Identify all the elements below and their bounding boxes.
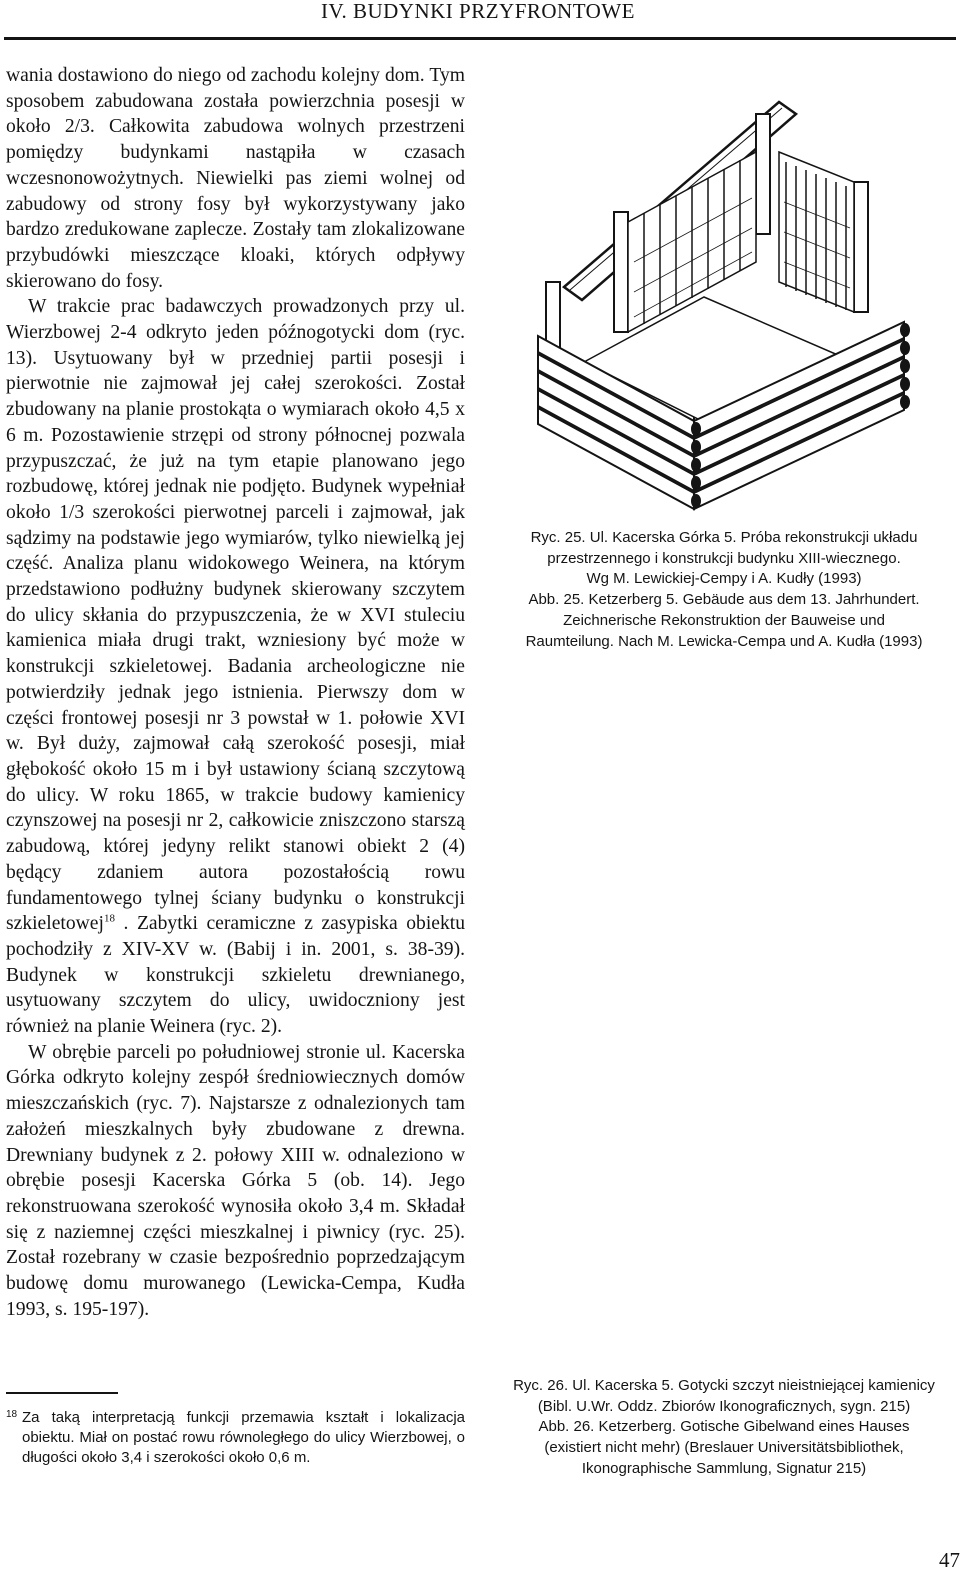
- caption-line: Raumteilung. Nach M. Lewicka-Cempa und A. Kudła (1993): [525, 632, 923, 650]
- page-number: 47: [939, 1548, 960, 1572]
- figure-25-caption: [488, 528, 960, 652]
- footnote-text: Za taką interpretacją funkcji przemawia kształt i lokalizacja obiektu. Miał on postać rowu równoległego do ulicy Wierzbowej, o długości około 3,4 i szerokości około 0,6 m.: [22, 1409, 465, 1466]
- header-rule: [4, 37, 956, 40]
- paragraph-1: wania dostawiono do niego od zachodu kolejny dom. Tym sposobem zabudowana została powierzchnia posesji w około 2/3. Całkowita zabudowa wolnych przestrzeni pomiędzy budynkami nastąpiła w czasach wczesnonowożytnych. Niewielki pas ziemi wolnej od zabudowy od strony fosy był wykorzystywany jako bardzo zredukowane zaplecze. Zostały tam zlokalizowane przybudówki mieszczące kloaki, których odpływy skierowano do fosy.: [6, 65, 465, 292]
- paragraph-2-part-a: W trakcie prac badawczych prowadzonych przy ul. Wierzbowej 2-4 odkryto jeden późnogotycki dom (ryc. 13). Usytuowany był w przedniej partii posesji i pierwotnie nie zajmował jej całej szerokości. Został zbudowany na planie prostokąta o wymiarach około 4,5 x 6 m. Pozostawienie strzępi od strony północnej pozwala przypuszczać, że już na tym etapie planowano jego rozbudowę, której jednak nie podjęto. Budynek wypełniał około 1/3 szerokości pierwotnej parceli i zajmował, jak sądzimy na podstawie jego wymiarów, tylko niewielką jej część. Analiza planu widokowego Weinera, na którym przedstawiono podłużny budynek skierowany szczytem do ulicy skłania do przypuszczenia, że w XVI stuleciu kamienica miała drugi trakt, wzniesiony być może w konstrukcji szkieletowej. Badania archeologiczne nie potwierdziły jednak jego istnienia. Pierwszy dom w części frontowej posesji nr 3 powstał w 1. połowie XVI w. Był duży, zajmował całą szerokość posesji, miał głębokość około 15 m i był ustawiony ścianą szczytową do ulicy. W roku 1865, w trakcie budowy kamienicy czynszowej na posesji nr 2, całkowicie zniszczono starszą zabudową, której jedyny relikt stanowi obiekt 2 (4) będący zdaniem autora pozostałością rowu fundamentowego tylnej ściany budynku o konstrukcji szkieletowej: [6, 296, 465, 935]
- footnote: [6, 1408, 465, 1468]
- caption-line: Abb. 26. Ketzerberg. Gotische Gibelwand eines Hauses: [538, 1418, 910, 1436]
- paragraph-3: W obrębie parceli po południowej stronie ul. Kacerska Górka odkryto kolejny zespół średniowiecznych domów mieszczańskich (ryc. 7). Najstarsze z odnalezionych tam założeń mieszkalnych były zbudowane z drewna. Drewniany budynek z 2. połowy XIII w. odnaleziono w obrębie posesji Kacerska Górka 5 (ob. 14). Jego rekonstruowana szerokość wynosiła około 3,4 m. Składał się z naziemnej części mieszkalnej i piwnicy (ryc. 25). Został rozebrany w czasie bezpośrednio poprzedzającym budowę domu murowanego (Lewicka-Cempa, Kudła 1993, s. 195-197).: [6, 1041, 465, 1320]
- footnote-number: 18: [6, 1409, 18, 1420]
- caption-line: (Bibl. U.Wr. Oddz. Zbiorów Ikonograficznych, sygn. 215): [537, 1397, 911, 1415]
- caption-line: przestrzennego i konstrukcji budynku XIII-wiecznego.: [547, 549, 901, 567]
- caption-line: Abb. 25. Ketzerberg 5. Gebäude aus dem 13. Jahrhundert.: [528, 591, 920, 609]
- footnote-reference: 18: [103, 912, 115, 925]
- caption-line: Ryc. 26. Ul. Kacerska 5. Gotycki szczyt nieistniejącej kamienicy: [513, 1377, 935, 1394]
- figure-26-caption: [488, 1376, 960, 1480]
- caption-line: Wg M. Lewickiej-Cempy i A. Kudły (1993): [586, 570, 862, 588]
- main-text-column: [6, 63, 465, 1322]
- caption-line: Zeichnerische Rekonstruktion der Bauweise und: [563, 611, 885, 629]
- footnote-rule: [6, 1392, 118, 1394]
- figure-25-log-house-drawing: [524, 62, 924, 524]
- running-header: IV. BUDYNKI PRZYFRONTOWE: [321, 0, 635, 23]
- caption-line: Ryc. 25. Ul. Kacerska Górka 5. Próba rekonstrukcji układu: [530, 529, 918, 546]
- caption-line: (existiert nicht mehr) (Breslauer Universitätsbibliothek,: [544, 1439, 904, 1457]
- paragraph-2-part-b: . Zabytki ceramiczne z zasypiska obiektu pochodziły z XIV-XV w. (Babij i in. 2001, s. 38-39). Budynek w konstrukcji szkieletu drewnianego, usytuowany szczytem do ulicy, uwidoczniony jest również na planie Weinera (ryc. 2).: [6, 913, 465, 1038]
- caption-line: Ikonographische Sammlung, Signatur 215): [581, 1459, 867, 1477]
- paragraph-2: [6, 294, 465, 1039]
